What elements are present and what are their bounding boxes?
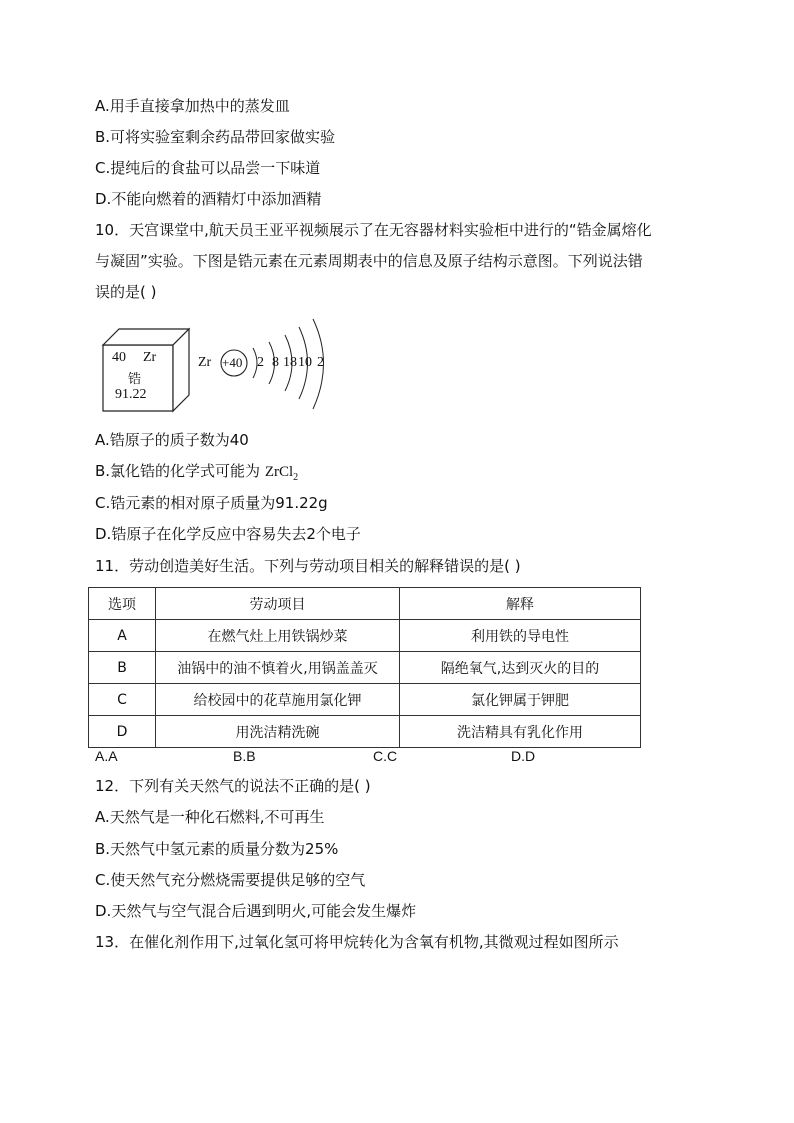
element-name: 锆	[128, 372, 142, 387]
q10-stem-line2: 与凝固”实验。下图是锆元素在元素周期表中的信息及原子结构示意图。下列说法错	[95, 252, 643, 270]
q11-option-c: C.C	[373, 748, 398, 764]
element-card-zirconium	[95, 325, 190, 415]
formula-base: ZrCl	[264, 464, 294, 480]
q10-option-b	[95, 461, 298, 488]
q10-option-d: D.锆原子在化学反应中容易失去2个电子	[95, 525, 361, 543]
shell-electrons-2: 8	[272, 355, 279, 370]
table-row	[89, 716, 641, 748]
q9-option-d: D.不能向燃着的酒精灯中添加酒精	[95, 190, 322, 208]
q12-stem: 12．下列有关天然气的说法不正确的是( )	[95, 777, 371, 795]
atom-structure-diagram	[195, 315, 345, 415]
q10-option-c: C.锆元素的相对原子质量为91.22g	[95, 494, 328, 512]
table-cell: 用洗洁精洗碗	[156, 716, 400, 748]
formula-subscript: 2	[293, 472, 299, 483]
table-cell: D	[89, 716, 156, 748]
table-header-row	[89, 588, 641, 620]
table-cell: 在燃气灶上用铁锅炒菜	[156, 620, 400, 652]
table-cell: 利用铁的导电性	[400, 620, 641, 652]
table-cell: 给校园中的花草施用氯化钾	[156, 684, 400, 716]
table-row	[89, 620, 641, 652]
table-cell: A	[89, 620, 156, 652]
table-cell: C	[89, 684, 156, 716]
shell-electrons-4: 10	[298, 355, 312, 370]
element-symbol: Zr	[143, 350, 157, 365]
q9-option-b: B.可将实验室剩余药品带回家做实验	[95, 128, 336, 146]
q10-option-b-text: B.氯化锆的化学式可能为	[95, 462, 265, 480]
q11-option-a: A.A	[95, 748, 118, 764]
element-atomic-number: 40	[112, 350, 126, 365]
q10-option-a: A.锆原子的质子数为40	[95, 431, 249, 449]
table-cell: 氯化钾属于钾肥	[400, 684, 641, 716]
q11-stem: 11．劳动创造美好生活。下列与劳动项目相关的解释错误的是( )	[95, 557, 521, 575]
table-row	[89, 684, 641, 716]
table-header-cell: 劳动项目	[156, 588, 400, 620]
table-cell: 油锅中的油不慎着火,用锅盖盖灭	[156, 652, 400, 684]
table-cell: 隔绝氧气,达到灭火的目的	[400, 652, 641, 684]
q12-option-a: A.天然气是一种化石燃料,不可再生	[95, 808, 325, 826]
q11-option-b: B.B	[233, 748, 256, 764]
q12-option-d: D.天然气与空气混合后遇到明火,可能会发生爆炸	[95, 902, 417, 920]
q10-stem-line3: 误的是( )	[95, 283, 157, 301]
table-header-cell: 解释	[400, 588, 641, 620]
atom-symbol: Zr	[198, 355, 212, 370]
zrcl2-formula	[264, 464, 299, 483]
q11-option-d: D.D	[511, 748, 536, 764]
table-row	[89, 652, 641, 684]
q13-stem: 13．在催化剂作用下,过氧化氢可将甲烷转化为含氧有机物,其微观过程如图所示	[95, 933, 619, 951]
shell-electrons-5: 2	[317, 355, 324, 370]
atom-nucleus-charge: +40	[222, 355, 243, 370]
table-cell: 洗洁精具有乳化作用	[400, 716, 641, 748]
q10-stem-line1: 10．天宫课堂中,航天员王亚平视频展示了在无容器材料实验柜中进行的“锆金属熔化	[95, 221, 652, 239]
shell-electrons-3: 18	[283, 355, 297, 370]
element-atomic-mass: 91.22	[115, 387, 147, 402]
q12-option-c: C.使天然气充分燃烧需要提供足够的空气	[95, 871, 366, 889]
table-cell: B	[89, 652, 156, 684]
labor-table	[88, 587, 641, 748]
q9-option-c: C.提纯后的食盐可以品尝一下味道	[95, 159, 321, 177]
shell-electrons-1: 2	[257, 355, 264, 370]
q9-option-a: A.用手直接拿加热中的蒸发皿	[95, 97, 290, 115]
table-header-cell: 选项	[89, 588, 156, 620]
q12-option-b: B.天然气中氢元素的质量分数为25%	[95, 840, 339, 858]
